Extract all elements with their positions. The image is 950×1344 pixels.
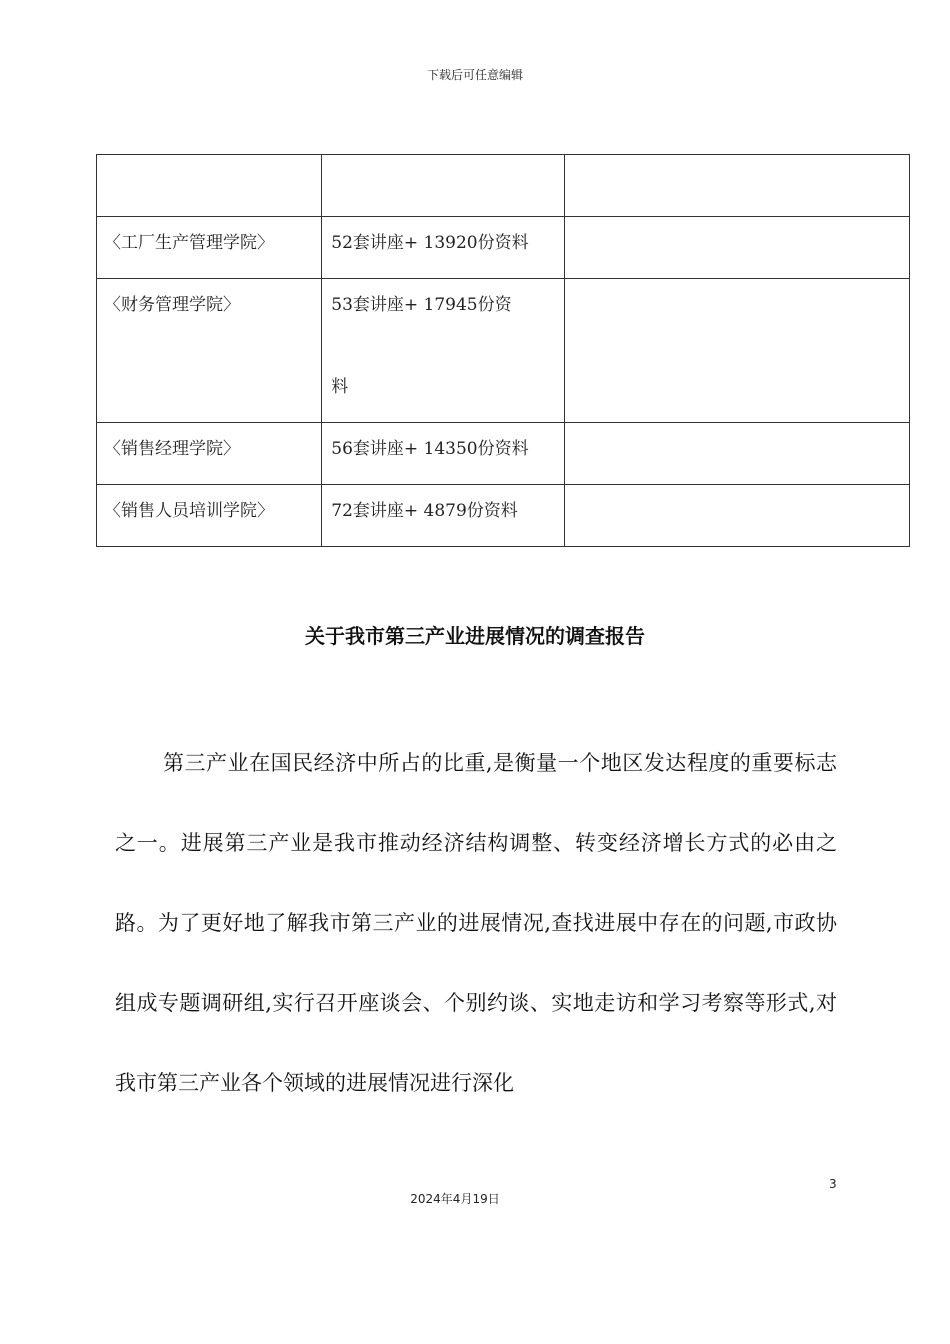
- page-number: 3: [829, 1177, 837, 1191]
- table-cell: 〈财务管理学院〉: [97, 279, 322, 423]
- table-cell: 56套讲座+ 14350份资料: [322, 423, 564, 485]
- table-cell: [322, 279, 564, 423]
- table-row: [97, 155, 910, 217]
- table-row: [97, 485, 910, 547]
- paragraph: 第三产业在国民经济中所占的比重,是衡量一个地区发达程度的重要标志之一。进展第三产业是我市推动经济结构调整、转变经济增长方式的必由之路。为了更好地了解我市第三产业的进展情况,查找进展中存在的问题,市政协组成专题调研组,实行召开座谈会、个别约谈、实地走访和学习考察等形式,对我市第三产业各个领域的进展情况进行深化: [115, 751, 837, 1095]
- table-cell: 〈销售经理学院〉: [97, 423, 322, 485]
- table-cell: [564, 279, 909, 423]
- table-cell: [97, 155, 322, 217]
- course-table: [96, 154, 910, 547]
- page-footer-date: 2024年4月19日: [410, 1192, 500, 1206]
- table-cell: 〈工厂生产管理学院〉: [97, 217, 322, 279]
- table-row: [97, 217, 910, 279]
- table-row: [97, 279, 910, 423]
- cell-line: 料: [331, 377, 349, 397]
- table-cell: 72套讲座+ 4879份资料: [322, 485, 564, 547]
- table-cell: [564, 423, 909, 485]
- page-header: 下载后可任意编辑: [426, 68, 523, 82]
- table-cell: [564, 217, 909, 279]
- body-text: [115, 723, 837, 1123]
- table-cell: [564, 485, 909, 547]
- table-cell: 〈销售人员培训学院〉: [97, 485, 322, 547]
- table-row: [97, 423, 910, 485]
- document-title: 关于我市第三产业进展情况的调查报告: [305, 624, 645, 648]
- cell-line: 53套讲座+ 17945份资: [331, 295, 512, 315]
- table-cell: [564, 155, 909, 217]
- table-cell: 52套讲座+ 13920份资料: [322, 217, 564, 279]
- table-cell: [322, 155, 564, 217]
